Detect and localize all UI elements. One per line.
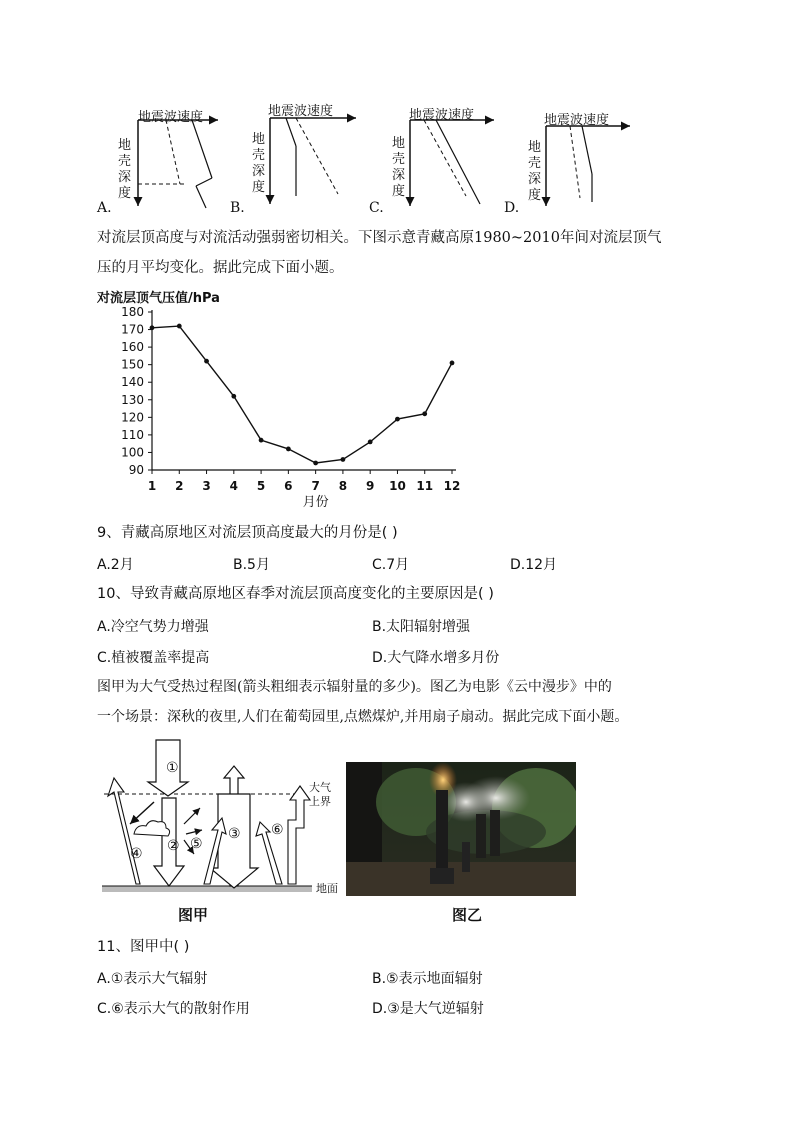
q11-option-a[interactable]: A.①表示大气辐射 [97, 971, 208, 987]
x-tick-label: 3 [202, 479, 211, 493]
y-tick-label: 120 [121, 410, 144, 425]
q10-option-b[interactable]: B.太阳辐射增强 [372, 619, 471, 635]
x-tick-label: 1 [147, 479, 157, 493]
figure-b-caption: 图乙 [452, 906, 483, 924]
x-tick-label: 12 [443, 479, 461, 493]
data-point [395, 417, 400, 422]
q10-option-a[interactable]: A.冷空气势力增强 [97, 619, 209, 635]
q11-option-d[interactable]: D.③是大气逆辐射 [372, 1001, 484, 1017]
y-tick-label: 130 [121, 392, 144, 407]
axis-label-depth-b: 地 壳 深 度 [252, 132, 266, 195]
q10-option-d[interactable]: D.大气降水增多月份 [372, 650, 500, 666]
axis-label-depth-a: 地 壳 深 度 [118, 138, 132, 201]
atmosphere-top-label-1: 大气 [309, 781, 331, 794]
q9-option-c[interactable]: C.7月 [372, 557, 410, 573]
x-axis-label: 月份 [302, 495, 329, 510]
axis-label-speed-b: 地震波速度 [268, 104, 334, 119]
y-tick-label: 110 [121, 427, 144, 442]
ground-label: 地面 [316, 882, 338, 895]
y-tick-label: 90 [128, 463, 144, 477]
troposphere-pressure-chart [100, 300, 480, 520]
q9-option-a[interactable]: A.2月 [97, 557, 134, 573]
intro1-line2: 压的月平均变化。据此完成下面小题。 [97, 260, 344, 276]
y-tick-label: 100 [121, 445, 144, 460]
y-tick-label: 150 [121, 357, 144, 372]
q9-option-b[interactable]: B.5月 [233, 557, 270, 573]
data-point [177, 324, 182, 329]
data-point [313, 461, 318, 466]
intro2-line1: 图甲为大气受热过程图(箭头粗细表示辐射量的多少)。图乙为电影《云中漫步》中的 [97, 679, 612, 695]
q10-stem: 10、导致青藏高原地区春季对流层顶高度变化的主要原因是( ) [97, 586, 494, 602]
atmosphere-heating-diagram [100, 738, 350, 898]
label-4: ④ [130, 846, 143, 862]
intro2-line2: 一个场景：深秋的夜里,人们在葡萄园里,点燃煤炉,并用扇子扇动。据此完成下面小题。 [97, 709, 629, 725]
data-point [341, 457, 346, 462]
x-tick-label: 7 [311, 479, 320, 493]
x-tick-label: 6 [284, 479, 293, 493]
data-point [231, 394, 236, 399]
option-d-label[interactable]: D. [504, 200, 520, 216]
label-5: ⑤ [190, 836, 203, 852]
axis-label-speed-d: 地震波速度 [544, 113, 610, 128]
label-6: ⑥ [271, 822, 284, 838]
y-tick-label: 170 [121, 322, 144, 337]
data-point [150, 325, 155, 330]
axis-label-depth-c: 地 壳 深 度 [392, 136, 406, 199]
x-tick-label: 4 [229, 479, 238, 493]
q9-stem: 9、青藏高原地区对流层顶高度最大的月份是( ) [97, 525, 398, 541]
x-tick-label: 10 [389, 479, 406, 493]
q9-option-d[interactable]: D.12月 [510, 557, 558, 573]
vineyard-night-photo [346, 762, 576, 896]
y-tick-label: 140 [121, 375, 144, 390]
data-point [204, 359, 209, 364]
q11-option-b[interactable]: B.⑤表示地面辐射 [372, 971, 483, 987]
q10-option-c[interactable]: C.植被覆盖率提高 [97, 650, 210, 666]
data-point [286, 447, 291, 452]
option-c-label[interactable]: C. [369, 200, 384, 216]
chart-title: 对流层顶气压值/hPa [97, 291, 220, 306]
figure-a-caption: 图甲 [178, 906, 209, 924]
data-point [368, 440, 373, 445]
q11-option-c[interactable]: C.⑥表示大气的散射作用 [97, 1001, 250, 1017]
label-1: ① [166, 760, 179, 776]
axis-label-speed-c: 地震波速度 [409, 108, 475, 123]
x-tick-label: 11 [416, 479, 434, 493]
data-point [259, 438, 264, 443]
q11-stem: 11、图甲中( ) [97, 939, 190, 955]
data-point [422, 411, 427, 416]
y-tick-label: 180 [121, 305, 144, 319]
label-3: ③ [228, 826, 241, 842]
intro1-line1: 对流层顶高度与对流活动强弱密切相关。下图示意青藏高原1980~2010年间对流层顶气 [97, 230, 662, 246]
option-b-label[interactable]: B. [230, 200, 245, 216]
x-tick-label: 2 [175, 479, 184, 493]
y-tick-label: 160 [121, 340, 144, 355]
series-line [152, 326, 452, 463]
data-point [450, 361, 455, 366]
option-a-label[interactable]: A. [97, 200, 112, 216]
x-tick-label: 9 [366, 479, 375, 493]
atmosphere-top-label-2: 上界 [309, 795, 331, 808]
x-tick-label: 8 [338, 479, 348, 493]
label-2: ② [167, 838, 180, 854]
axis-label-depth-d: 地 壳 深 度 [528, 140, 542, 203]
axis-label-speed-a: 地震波速度 [138, 110, 204, 125]
x-tick-label: 5 [256, 479, 266, 493]
